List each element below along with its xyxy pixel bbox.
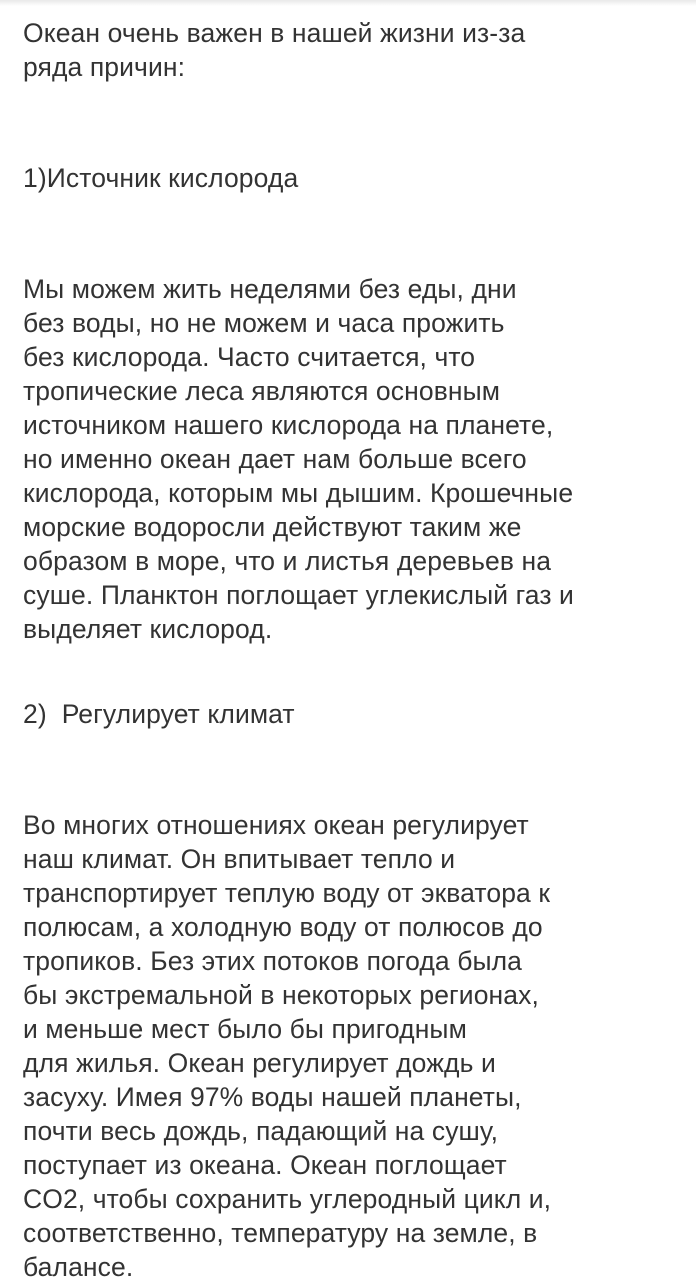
text-line: засуху. Имея 97% воды нашей планеты,: [23, 1082, 522, 1112]
text-line: для жилья. Океан регулирует дождь и: [23, 1048, 496, 1078]
text-line: суше. Планктон поглощает углекислый газ и: [23, 580, 574, 610]
text-line: и меньше мест было бы пригодным: [23, 1014, 467, 1044]
text-line: CO2, чтобы сохранить углеродный цикл и,: [23, 1184, 552, 1214]
text-line: соответственно, температуру на земле, в: [23, 1218, 538, 1248]
text-line: источником нашего кислорода на планете,: [23, 410, 554, 440]
text-line: ряда причин:: [23, 52, 186, 82]
text-line: полюсам, а холодную воду от полюсов до: [23, 912, 543, 942]
text-line: выделяет кислород.: [23, 614, 273, 644]
text-line: образом в море, что и листья деревьев на: [23, 546, 552, 576]
text-line: балансе.: [23, 1252, 134, 1282]
intro-paragraph: [23, 16, 693, 84]
text-line: поступает из океана. Океан поглощает: [23, 1150, 507, 1180]
heading-line: 1)Источник кислорода: [23, 163, 299, 193]
text-line: транспортирует теплую воду от экватора к: [23, 878, 551, 908]
section-1-heading: [23, 161, 693, 195]
text-line: Мы можем жить неделями без еды, дни: [23, 274, 517, 304]
text-line: почти весь дождь, падающий на сушу,: [23, 1116, 499, 1146]
section-2-paragraph: [23, 808, 693, 1284]
text-line: без кислорода. Часто считается, что: [23, 342, 476, 372]
text-line: тропиков. Без этих потоков погода была: [23, 946, 523, 976]
text-line: наш климат. Он впитывает тепло и: [23, 844, 456, 874]
text-line: морские водоросли действуют таким же: [23, 512, 522, 542]
answer-text: [23, 16, 693, 1284]
text-line: без воды, но не можем и часа прожить: [23, 308, 505, 338]
text-line: но именно океан дает нам больше всего: [23, 444, 527, 474]
section-1-paragraph: [23, 272, 693, 646]
text-line: бы экстремальной в некоторых регионах,: [23, 980, 539, 1010]
text-line: тропические леса являются основным: [23, 376, 501, 406]
heading-line: 2) Регулирует климат: [23, 699, 295, 729]
top-edge-divider: [0, 0, 696, 6]
section-2-heading: [23, 697, 693, 731]
text-line: Во многих отношениях океан регулирует: [23, 810, 529, 840]
text-line: кислорода, которым мы дышим. Крошечные: [23, 478, 574, 508]
text-line: Океан очень важен в нашей жизни из-за: [23, 18, 526, 48]
